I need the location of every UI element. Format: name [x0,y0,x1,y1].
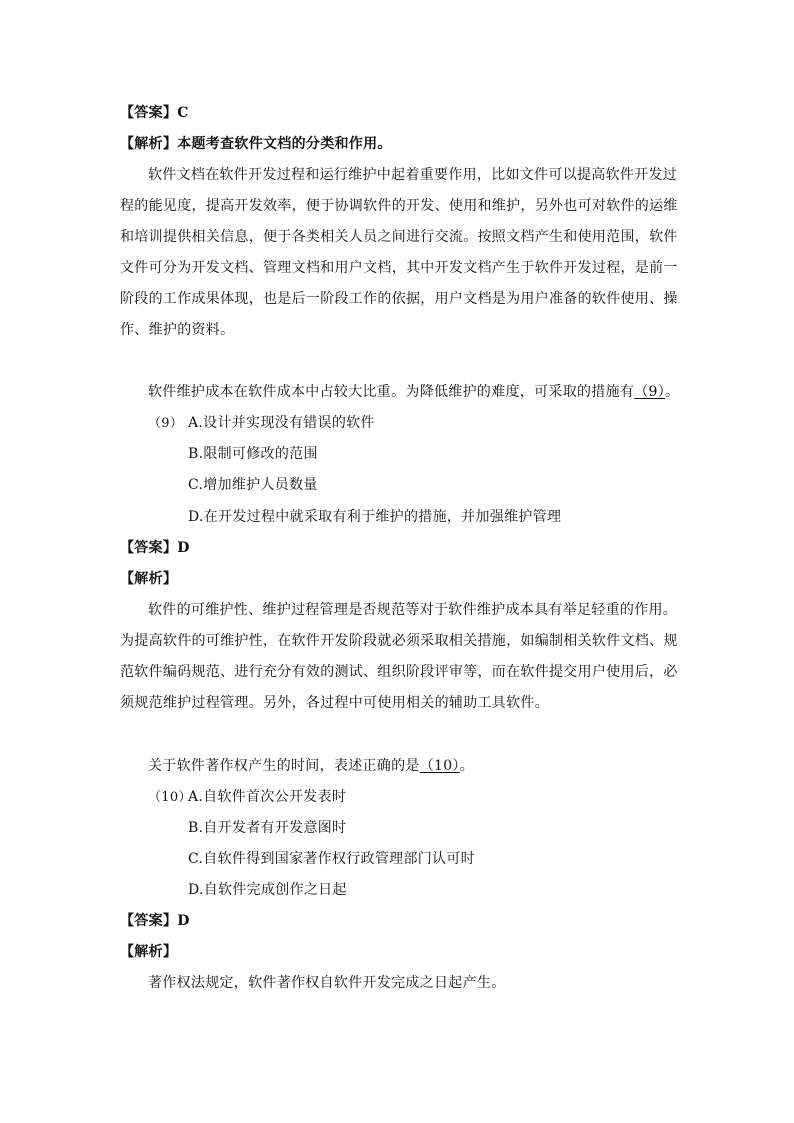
paragraph-line: 和培训提供相关信息，便于各类相关人员之间进行交流。按照文档产生和使用范围，软件 [120,229,678,245]
option-c: C.自软件得到国家著作权行政管理部门认可时 [188,851,475,867]
paragraph-line: 阶段的工作成果体现，也是后一阶段工作的依据，用户文档是为用户准备的软件使用、操 [120,291,678,307]
paragraph-line: 程的能见度，提高开发效率，便于协调软件的开发、使用和维护，另外也可对软件的运维 [120,198,678,214]
option-d: D.在开发过程中就采取有利于维护的措施，并加强维护管理 [188,509,562,525]
answer-value: D [177,540,190,556]
analysis-label: 【解析】 [120,136,178,152]
option-a: A.自软件首次公开发表时 [188,789,347,805]
option-b: B.自开发者有开发意图时 [188,820,347,836]
question-stem-10 [148,756,474,776]
analysis-line: 须规范维护过程管理。另外，各过程中可使用相关的辅助工具软件。 [120,695,549,711]
option-d: D.自软件完成创作之日起 [188,882,347,898]
answer-value: C [177,105,189,121]
analysis-label-10: 【解析】 [120,944,178,960]
question-stem-text: 关于软件著作权产生的时间，表述正确的是 [148,758,420,774]
question-stem-end: 。 [459,758,475,774]
analysis-heading: 本题考查软件文档的分类和作用。 [177,136,392,152]
question-number-10: （10） [148,790,192,805]
option-c: C.增加维护人员数量 [188,477,318,493]
paragraph-line: 文件可分为开发文档、管理文档和用户文档，其中开发文档产生于软件开发过程，是前一 [120,260,678,276]
answer-label: 【答案】 [120,913,178,929]
question-stem-text: 软件维护成本在软件成本中占较大比重。为降低维护的难度，可采取的措施有 [148,384,635,400]
option-b: B.限制可修改的范围 [188,446,318,462]
paragraph-line: 作、维护的资料。 [120,322,235,338]
answer-label: 【答案】 [120,540,178,556]
analysis-label-9: 【解析】 [120,571,178,587]
analysis-line: 软件的可维护性、维护过程管理是否规范等对于软件维护成本具有举足轻重的作用。 [148,602,678,618]
option-a: A.设计并实现没有错误的软件 [188,415,375,431]
paragraph-line: 软件文档在软件开发过程和运行维护中起着重要作用，比如文件可以提高软件开发过 [148,167,678,183]
answer-value: D [177,913,190,929]
analysis-line: 范软件编码规范、进行充分有效的测试、组织阶段评审等，而在软件提交用户使用后，必 [120,664,678,680]
answer-line-8 [120,103,189,123]
question-blank: （9） [634,384,666,400]
analysis-line: 为提高软件的可维护性，在软件开发阶段就必须采取相关措施，如编制相关软件文档、规 [120,633,678,649]
answer-line-10 [120,911,190,931]
answer-label: 【答案】 [120,105,178,121]
question-stem-end: 。 [665,384,680,400]
question-blank: （10） [419,758,460,774]
question-stem-9 [148,382,679,402]
answer-line-9 [120,538,190,558]
analysis-line: 著作权法规定，软件著作权自软件开发完成之日起产生。 [148,975,506,991]
question-number-9: （9） [148,416,184,431]
analysis-line-8 [120,134,392,154]
